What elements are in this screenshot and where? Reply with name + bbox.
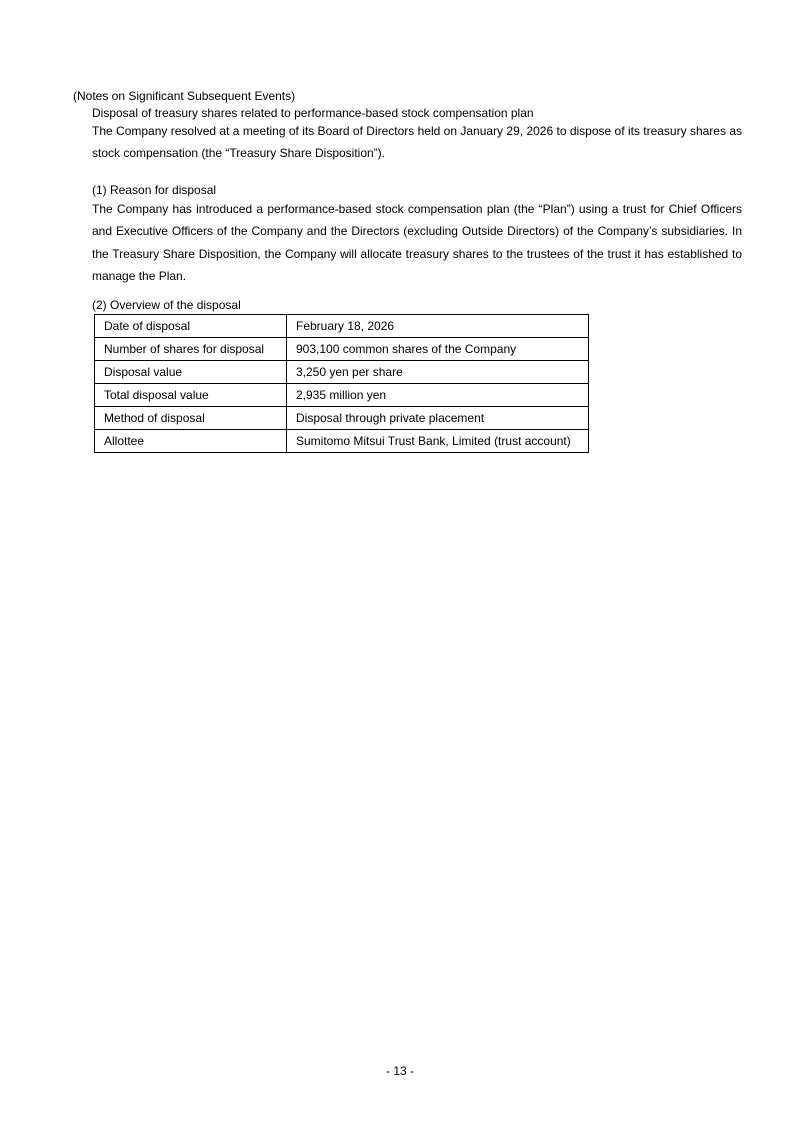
row-value: 3,250 yen per share (287, 361, 589, 384)
row-label: Date of disposal (95, 315, 287, 338)
reason-heading: (1) Reason for disposal (92, 183, 217, 197)
row-label: Number of shares for disposal (95, 338, 287, 361)
row-value: Sumitomo Mitsui Trust Bank, Limited (trust account) (287, 430, 589, 453)
page-number: - 13 - (385, 1064, 414, 1078)
table-row (95, 338, 589, 361)
row-label: Total disposal value (95, 384, 287, 407)
notes-intro-paragraph: The Company resolved at a meeting of its Board of Directors held on January 29, 2026 to dispose of its treasury shares as stock compensation (the “Treasury Share Disposition”). (92, 124, 742, 161)
row-label: Disposal value (95, 361, 287, 384)
table-row (95, 384, 589, 407)
notes-heading: (Notes on Significant Subsequent Events) (73, 89, 296, 103)
row-label: Method of disposal (95, 407, 287, 430)
row-value: 903,100 common shares of the Company (287, 338, 589, 361)
row-value: February 18, 2026 (287, 315, 589, 338)
overview-heading: (2) Overview of the disposal (92, 298, 241, 312)
overview-table (94, 314, 589, 453)
reason-paragraph: The Company has introduced a performance-based stock compensation plan (the “Plan”) using a trust for Chief Officers and Executive Officers of the Company and the Directors (excluding Outside Directors) of the Company’s subsidiaries. In the Treasury Share Disposition, the Company will allocate treasury shares to the trustees of the trust it has established to manage the Plan. (92, 202, 742, 284)
table-row (95, 361, 589, 384)
table-row (95, 315, 589, 338)
row-label: Allottee (95, 430, 287, 453)
row-value: Disposal through private placement (287, 407, 589, 430)
table-row (95, 430, 589, 453)
table-row (95, 407, 589, 430)
notes-subject: Disposal of treasury shares related to performance-based stock compensation plan (92, 106, 534, 120)
row-value: 2,935 million yen (287, 384, 589, 407)
